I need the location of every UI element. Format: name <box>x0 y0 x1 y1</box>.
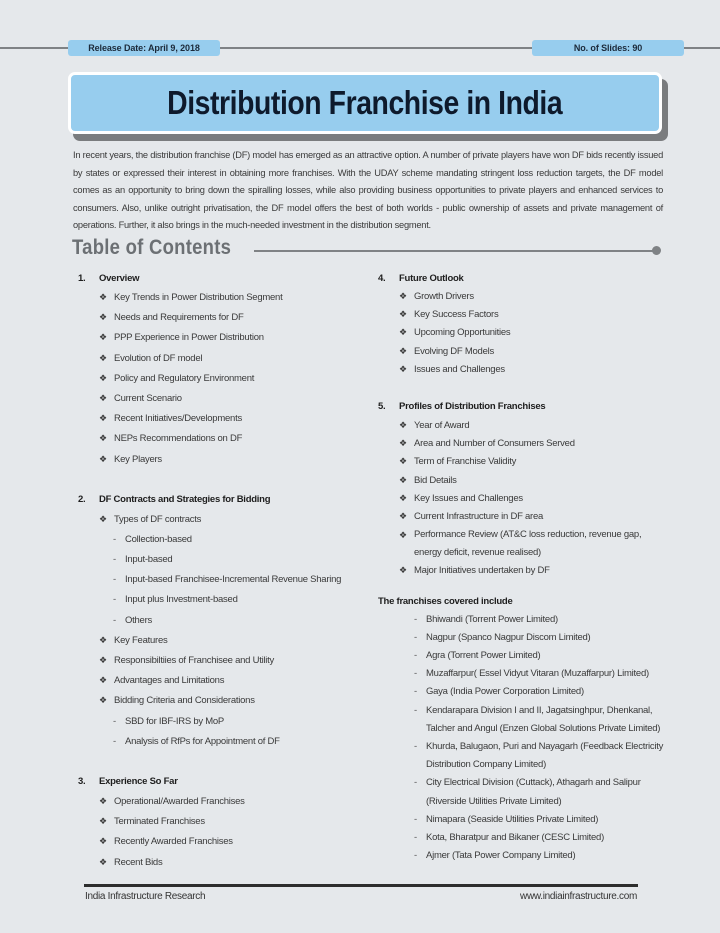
diamond-bullet-icon: ❖ <box>99 675 107 686</box>
toc-item[interactable]: ❖ Performance Review (AT&C loss reduction, revenue gap, energy deficit, revenue realised) <box>378 526 678 562</box>
franchise-item[interactable]: - Kota, Bharatpur and Bikaner (CESC Limited) <box>378 829 678 847</box>
toc-item[interactable]: ❖ Term of Franchise Validity <box>399 456 517 468</box>
dash-bullet-icon: - <box>414 704 417 716</box>
diamond-bullet-icon: ❖ <box>399 291 407 301</box>
dash-bullet-icon: - <box>113 554 116 566</box>
dash-bullet-icon: - <box>414 741 417 753</box>
section-heading[interactable]: 3. Experience So Far <box>78 776 178 788</box>
dash-bullet-icon: - <box>414 613 417 625</box>
toc-section-profiles <box>378 397 678 581</box>
franchise-item[interactable]: - Muzaffarpur( Essel Vidyut Vitaran (Muzaffarpur) Limited) <box>378 665 678 683</box>
toc-subitem[interactable]: - Others <box>113 614 153 626</box>
toc-subitem[interactable]: - Collection-based <box>113 533 192 545</box>
diamond-bullet-icon: ❖ <box>399 419 407 430</box>
diamond-bullet-icon: ❖ <box>99 413 107 424</box>
franchise-item[interactable]: - Khurda, Balugaon, Puri and Nayagarh (Feedback Electricity Distribution Company Limited) <box>378 738 678 774</box>
diamond-bullet-icon: ❖ <box>99 312 107 323</box>
toc-subitem[interactable]: - Analysis of RfPs for Appointment of DF <box>113 735 280 747</box>
franchise-item[interactable]: - Kendarapara Division I and II, Jagatsinghpur, Dhenkanal, Talcher and Angul (Enzen Global Solutions Private Limited) <box>378 702 678 738</box>
diamond-bullet-icon: ❖ <box>99 392 107 403</box>
diamond-bullet-icon: ❖ <box>99 332 107 343</box>
diamond-bullet-icon: ❖ <box>99 856 107 867</box>
toc-item[interactable]: ❖ Key Success Factors <box>399 309 499 321</box>
toc-item[interactable]: ❖ Issues and Challenges <box>399 363 505 375</box>
toc-item[interactable]: ❖ Needs and Requirements for DF <box>99 312 244 324</box>
dash-bullet-icon: - <box>113 533 116 545</box>
toc-item[interactable]: ❖ NEPs Recommendations on DF <box>99 433 243 445</box>
toc-item[interactable]: ❖ Area and Number of Consumers Served <box>399 438 575 450</box>
toc-item[interactable]: ❖ Bidding Criteria and Considerations <box>99 695 255 707</box>
franchise-item[interactable]: - Gaya (India Power Corporation Limited) <box>378 683 678 701</box>
diamond-bullet-icon: ❖ <box>99 453 107 464</box>
toc-left-column <box>78 268 368 873</box>
dash-bullet-icon: - <box>113 614 116 626</box>
page-title: Distribution Franchise in India <box>167 84 563 121</box>
toc-item[interactable]: ❖ Terminated Franchises <box>99 816 205 828</box>
dash-bullet-icon: - <box>414 777 417 789</box>
toc-item[interactable]: ❖ Evolution of DF model <box>99 352 203 364</box>
diamond-bullet-icon: ❖ <box>99 352 107 363</box>
toc-heading: Table of Contents <box>72 236 232 259</box>
toc-item[interactable]: ❖ Operational/Awarded Franchises <box>99 795 245 807</box>
diamond-bullet-icon: ❖ <box>99 695 107 706</box>
toc-subitem[interactable]: - Input plus Investment-based <box>113 594 238 606</box>
toc-item[interactable]: ❖ Responsibiltiies of Franchisee and Utility <box>99 655 275 666</box>
toc-item[interactable]: ❖ Recent Bids <box>99 856 163 868</box>
footer-website-link[interactable]: www.indiainfrastructure.com <box>520 891 637 902</box>
toc-subitem[interactable]: - Input-based <box>113 554 173 566</box>
toc-item[interactable]: ❖ Current Scenario <box>99 392 182 404</box>
dash-bullet-icon: - <box>414 686 417 698</box>
toc-rule-dot-icon <box>652 246 661 255</box>
release-date-badge: Release Date: April 9, 2018 <box>68 40 220 56</box>
dash-bullet-icon: - <box>113 715 116 727</box>
diamond-bullet-icon: ❖ <box>99 433 107 444</box>
toc-item[interactable]: ❖ Bid Details <box>399 474 457 486</box>
diamond-bullet-icon: ❖ <box>99 372 107 383</box>
dash-bullet-icon: - <box>414 650 417 662</box>
toc-item[interactable]: ❖ Major Initiatives undertaken by DF <box>399 565 550 577</box>
franchise-item[interactable]: - Ajmer (Tata Power Company Limited) <box>378 847 678 865</box>
diamond-bullet-icon: ❖ <box>399 363 407 374</box>
toc-subitem[interactable]: - Input-based Franchisee-Incremental Revenue Sharing <box>113 574 342 586</box>
section-heading[interactable]: 2. DF Contracts and Strategies for Bidding <box>78 494 271 506</box>
diamond-bullet-icon: ❖ <box>399 345 407 356</box>
toc-section-experience <box>78 772 368 873</box>
toc-subitem[interactable]: - SBD for IBF-IRS by MoP <box>113 715 225 727</box>
toc-section-overview <box>78 268 368 470</box>
slides-count-badge: No. of Slides: 90 <box>532 40 684 56</box>
diamond-bullet-icon: ❖ <box>99 292 107 302</box>
toc-section-df-contracts <box>78 490 368 752</box>
franchise-item[interactable]: - Nimapara (Seaside Utilities Private Limited) <box>378 811 678 829</box>
section-heading[interactable]: 5. Profiles of Distribution Franchises <box>378 401 546 413</box>
toc-item[interactable]: ❖ Key Issues and Challenges <box>399 492 523 504</box>
toc-item[interactable]: ❖ Upcoming Opportunities <box>399 327 511 339</box>
franchise-item[interactable]: - Bhiwandi (Torrent Power Limited) <box>378 611 678 629</box>
title-banner <box>68 72 662 134</box>
diamond-bullet-icon: ❖ <box>99 634 107 645</box>
toc-item[interactable]: ❖ Current Infrastructure in DF area <box>399 510 544 522</box>
franchise-item[interactable]: - Nagpur (Spanco Nagpur Discom Limited) <box>378 629 678 647</box>
toc-item[interactable]: ❖ Policy and Regulatory Environment <box>99 372 255 384</box>
toc-item[interactable]: ❖ Recent Initiatives/Developments <box>99 413 242 425</box>
toc-item[interactable]: ❖ Key Players <box>99 453 162 465</box>
dash-bullet-icon: - <box>113 594 116 606</box>
footer-publisher: India Infrastructure Research <box>85 891 206 902</box>
toc-item[interactable]: ❖ Year of Award <box>399 419 470 431</box>
toc-item[interactable]: ❖ Key Trends in Power Distribution Segment <box>99 292 283 303</box>
diamond-bullet-icon: ❖ <box>399 565 407 576</box>
toc-item[interactable]: ❖ PPP Experience in Power Distribution <box>99 332 264 344</box>
toc-item[interactable]: ❖ Recently Awarded Franchises <box>99 836 233 848</box>
toc-item[interactable]: ❖ Evolving DF Models <box>399 345 494 357</box>
dash-bullet-icon: - <box>414 631 417 643</box>
section-heading[interactable]: 4. Future Outlook <box>378 272 464 284</box>
franchise-item[interactable]: - City Electrical Division (Cuttack), Athagarh and Salipur (Riverside Utilities Private Limited) <box>378 774 678 810</box>
diamond-bullet-icon: ❖ <box>399 438 407 449</box>
toc-item[interactable]: ❖ Advantages and Limitations <box>99 675 225 687</box>
footer-rule <box>84 884 638 887</box>
dash-bullet-icon: - <box>113 735 116 747</box>
dash-bullet-icon: - <box>414 832 417 844</box>
toc-item[interactable]: ❖ Growth Drivers <box>399 291 474 302</box>
diamond-bullet-icon: ❖ <box>399 492 407 503</box>
diamond-bullet-icon: ❖ <box>99 655 107 665</box>
dash-bullet-icon: - <box>414 813 417 825</box>
section-heading[interactable]: 1. Overview <box>78 272 140 284</box>
franchises-heading: The franchises covered include <box>378 596 513 608</box>
toc-right-column <box>378 268 678 866</box>
diamond-bullet-icon: ❖ <box>99 816 107 827</box>
dash-bullet-icon: - <box>414 668 417 680</box>
diamond-bullet-icon: ❖ <box>99 836 107 847</box>
franchises-covered <box>378 593 678 866</box>
diamond-bullet-icon: ❖ <box>99 513 107 524</box>
diamond-bullet-icon: ❖ <box>399 327 407 338</box>
toc-item[interactable]: ❖ Key Features <box>99 634 168 646</box>
toc-section-future-outlook <box>378 268 678 379</box>
diamond-bullet-icon: ❖ <box>399 510 407 521</box>
toc-item[interactable]: ❖ Types of DF contracts <box>99 513 202 525</box>
dash-bullet-icon: - <box>113 574 116 586</box>
intro-paragraph: In recent years, the distribution franchise (DF) model has emerged as an attractive option. A number of private players have won DF bids recently issued by states or expressed their interest in obtaining more franchises. With the UDAY scheme mandating stringent loss reduction targets, the DF model comes as an opportunity to bring down the spiralling losses, while also providing business opportunities to private players and enhanced services to consumers. Also, unlike outright privatisation, the DF model offers the best of both worlds - public ownership of assets and private management of operations. Further, it also brings in the much-needed investment in the distribution segment. <box>73 150 663 230</box>
diamond-bullet-icon: ❖ <box>399 309 407 320</box>
diamond-bullet-icon: ❖ <box>99 795 107 806</box>
toc-rule <box>254 250 656 252</box>
diamond-bullet-icon: ❖ <box>399 530 407 541</box>
dash-bullet-icon: - <box>414 850 417 862</box>
diamond-bullet-icon: ❖ <box>399 456 407 467</box>
diamond-bullet-icon: ❖ <box>399 474 407 485</box>
franchise-item[interactable]: - Agra (Torrent Power Limited) <box>378 647 678 665</box>
